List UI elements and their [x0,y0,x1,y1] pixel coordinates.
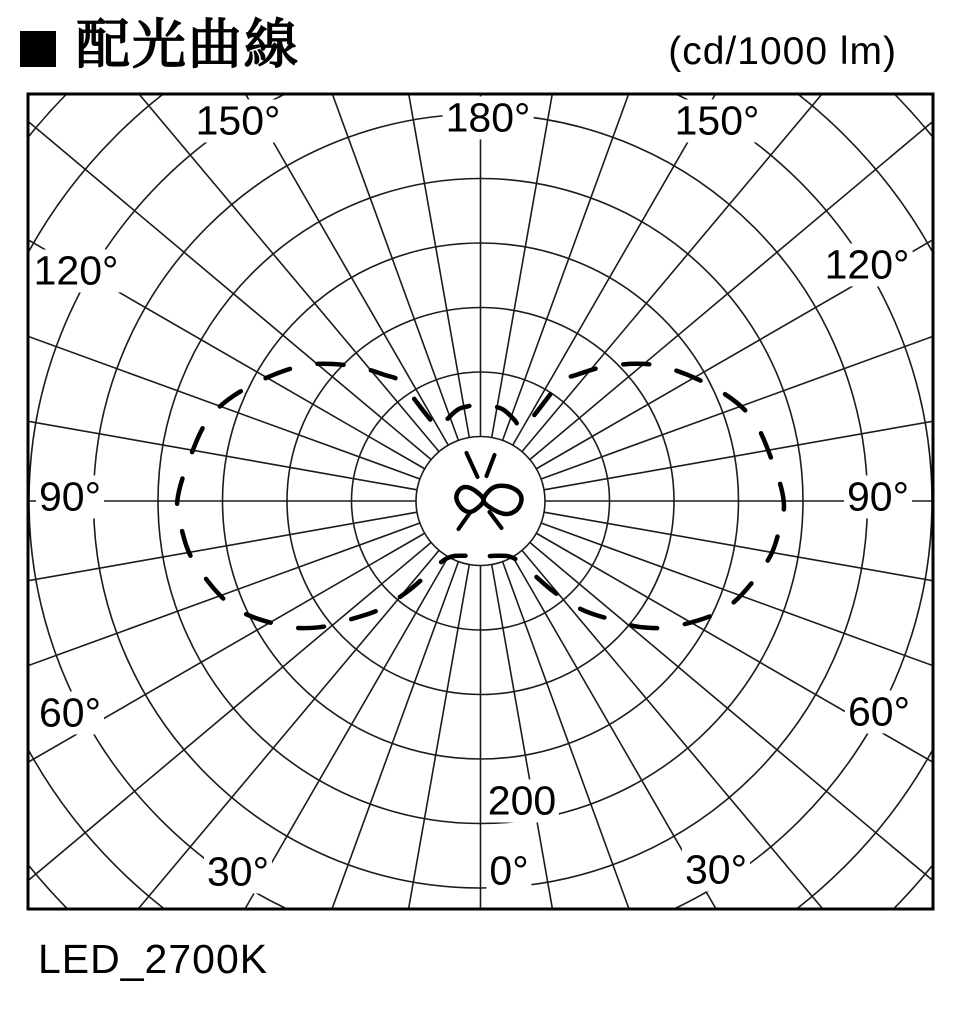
solid-distribution-lobe [456,487,483,512]
caption-label: LED_2700K [38,936,269,982]
angle-label-120deg: 120° [822,243,913,286]
page-title-text: 配光曲線 [76,15,300,75]
radial-line [513,557,831,1029]
angle-label-120deg: 120° [31,249,122,292]
angle-label-180deg: 180° [443,96,534,139]
radial-line [541,262,953,479]
angle-label-150deg: 150° [193,99,284,142]
radial-line [522,0,930,452]
solid-distribution-spike [467,453,478,477]
angle-label-60deg: 60° [845,690,913,733]
solid-distribution-spike [459,512,471,529]
radial-line [0,151,425,469]
radial-line [513,0,831,445]
unit-label: (cd/1000 lm) [668,30,897,73]
solid-distribution-spike [487,455,495,476]
angle-label-90deg: 90° [36,475,104,518]
radial-line [359,565,469,1029]
ring-value-label: 200 [485,779,559,822]
radial-line [522,550,930,1029]
angle-label-30deg: 30° [682,848,750,891]
angle-label-0deg: 0° [486,849,531,892]
ring-circle [416,437,545,566]
radial-line [31,0,439,452]
angle-label-60deg: 60° [36,691,104,734]
angle-label-30deg: 30° [204,850,272,893]
radial-line [131,0,449,445]
solid-distribution-lobe [484,486,522,514]
radial-line [536,151,953,469]
angle-label-150deg: 150° [672,99,763,142]
radial-line [0,262,420,479]
angle-label-90deg: 90° [844,475,912,518]
